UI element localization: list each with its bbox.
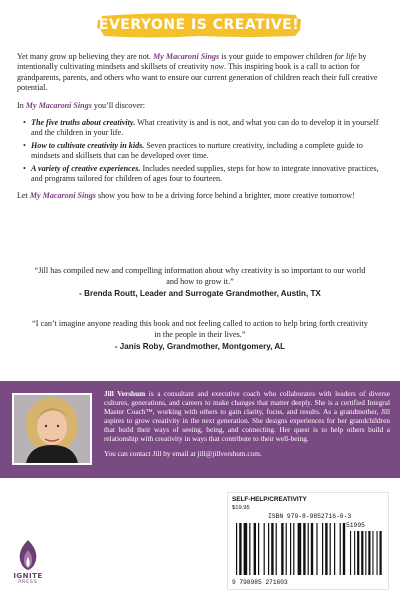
- author-photo: [12, 393, 92, 465]
- isbn-label: ISBN 979-8-9852716-0-3: [268, 513, 352, 520]
- banner-title: EVERYONE IS CREATIVE!: [98, 17, 300, 33]
- list-item-body: Seven practices to nurture creativity, including a complete guide to mindsets and skillsets that can be developed over time.: [31, 140, 363, 161]
- discover-list: [23, 118, 385, 184]
- author-name: Jill Vershum: [104, 389, 146, 398]
- intro-for-life: for life: [334, 52, 357, 61]
- price-code: 51995: [346, 522, 365, 529]
- testimonial-quote: [30, 266, 370, 300]
- list-item-head: The five truths about creativity.: [31, 118, 136, 128]
- price-label: $19.95: [232, 505, 250, 511]
- quote-attribution: - Brenda Routt, Leader and Surrogate Grandmother, Austin, TX: [79, 289, 321, 298]
- book-title-ref: My Macaroni Sings: [25, 100, 92, 110]
- barcode-box: [227, 492, 389, 590]
- title-banner: [96, 10, 302, 40]
- book-description: [17, 52, 385, 209]
- discover-text-1: In: [17, 100, 26, 110]
- list-item: [23, 164, 385, 185]
- author-contact: You can contact Jill by email at jill@jillvershum.com.: [104, 448, 262, 458]
- book-title-ref: My Macaroni Sings: [153, 52, 220, 61]
- quote-text: “Jill has compiled new and compelling information about why creativity is so important to our world and how to grow it.”: [34, 266, 366, 286]
- flame-icon: [10, 538, 46, 572]
- quote-attribution: - Janis Roby, Grandmother, Montgomery, AL: [114, 342, 286, 351]
- discover-lead: [17, 101, 385, 111]
- intro-text-4: . This inspiring book is a call to action for grandparents, parents, and others who want to ensure our current generation of children reach their full creative potential.: [17, 62, 378, 93]
- publisher-sub: PRESS: [18, 580, 38, 585]
- publisher-name: IGNITE: [13, 572, 43, 580]
- barcode-digits: 9 798985 271603: [232, 579, 288, 586]
- publisher-logo: [10, 538, 46, 588]
- quote-text: “I can’t imagine anyone reading this book and not feeling called to action to help bring forth creativity in the people in their lives.”: [32, 319, 368, 339]
- list-item-body: Includes needed supplies, steps for how to integrate innovative practices, and programs tailored for children of ages four to fourteen.: [31, 163, 379, 184]
- list-item-head: A variety of creative experiences.: [31, 163, 141, 173]
- barcode-image: [236, 523, 382, 579]
- author-bio-text: is a consultant and executive coach who collaborates with leaders of diverse cultures, generations, and careers to make changes that matter deeply. She is a certified Integral Master Coach™, working with others to gain clarity, focus, and results. As a grandmother, Jill aspires to grow creativity in the next generation. She designs experiences for her grandchildren that build their ways of seeing, being, and connecting. Her quest is to help others build a relationship with creativity in ways that contribute to their well-being.: [104, 389, 390, 444]
- intro-text-2: is your guide to empower children: [219, 52, 335, 61]
- discover-text-2: you’ll discover:: [91, 100, 145, 110]
- list-item-body: What creativity is and is not, and what you can do to develop it in yourself and the children in your life.: [31, 118, 379, 138]
- list-item: [23, 141, 385, 162]
- closing-text-2: show you how to be a driving force behind a brighter, more creative tomorrow!: [95, 191, 355, 201]
- closing-text-1: Let: [17, 191, 30, 201]
- intro-text-1: Yet many grow up believing they are not.: [17, 52, 154, 61]
- bisac-category: SELF-HELP/CREATIVITY: [232, 496, 307, 503]
- list-item-head: How to cultivate creativity in kids.: [31, 140, 145, 150]
- book-title-ref: My Macaroni Sings: [29, 191, 96, 201]
- intro-text-3: by intentionally cultivating mindsets and skillsets of creativity: [17, 52, 367, 72]
- intro-now: now: [210, 62, 225, 72]
- author-bio-panel: [0, 381, 400, 478]
- list-item: [23, 118, 385, 139]
- closing-paragraph: [17, 191, 385, 201]
- testimonial-quote: [30, 319, 370, 353]
- author-bio: [104, 389, 390, 458]
- intro-paragraph: [17, 52, 385, 94]
- author-portrait: [14, 395, 90, 463]
